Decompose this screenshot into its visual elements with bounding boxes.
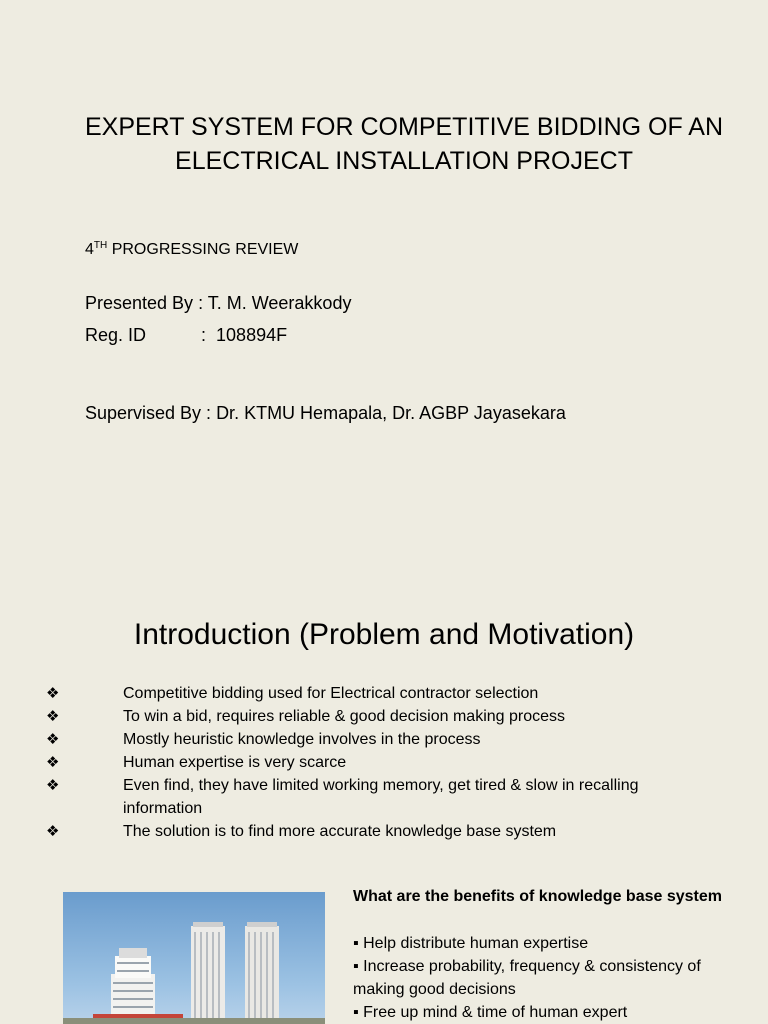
review-label xyxy=(85,240,298,259)
towers-illustration xyxy=(63,892,325,1024)
diamond-bullet-icon: ❖ xyxy=(46,708,60,725)
diamond-bullet-icon: ❖ xyxy=(46,731,60,748)
diamond-bullet-icon: ❖ xyxy=(46,685,60,702)
list-item xyxy=(0,728,643,751)
slide-title: Introduction (Problem and Motivation) xyxy=(133,618,635,651)
bullet-text: Competitive bidding used for Electrical contractor selection xyxy=(123,685,539,702)
list-item xyxy=(0,751,643,774)
bullet-text: To win a bid, requires reliable & good decision making process xyxy=(123,708,566,725)
city-towers-photo xyxy=(63,892,325,1024)
list-item xyxy=(0,682,643,705)
list-item xyxy=(0,774,643,820)
reg-id-line: Reg. ID : 108894F xyxy=(85,325,288,345)
diamond-bullet-icon: ❖ xyxy=(46,777,60,794)
bullet-text: The solution is to find more accurate knowledge base system xyxy=(123,823,557,840)
list-item: ▪ Help distribute human expertise xyxy=(353,935,589,952)
slide-title: EXPERT SYSTEM FOR COMPETITIVE BIDDING OF AN ELECTRICAL INSTALLATION PROJECT xyxy=(84,113,724,175)
diamond-bullet-icon: ❖ xyxy=(46,823,60,840)
benefits-heading: What are the benefits of knowledge base system xyxy=(353,888,722,905)
bullet-text: Even find, they have limited working memory, get tired & slow in recalling information xyxy=(123,777,639,817)
list-item xyxy=(0,820,643,843)
slide-2 xyxy=(0,580,768,1024)
list-item: ▪ Free up mind & time of human expert xyxy=(353,1004,628,1021)
review-number: 4 xyxy=(85,241,94,258)
bullet-text: Mostly heuristic knowledge involves in the process xyxy=(123,731,481,748)
supervisor-line: Supervised By : Dr. KTMU Hemapala, Dr. AGBP Jayasekara xyxy=(85,403,566,423)
problem-bullet-list xyxy=(0,682,768,843)
diamond-bullet-icon: ❖ xyxy=(46,754,60,771)
benefits-list xyxy=(353,932,753,1024)
review-text: PROGRESSING REVIEW xyxy=(107,241,299,258)
list-item: ▪ Increase probability, frequency & consistency of making good decisions xyxy=(353,958,701,998)
review-superscript: TH xyxy=(93,240,108,251)
bullet-text: Human expertise is very scarce xyxy=(123,754,347,771)
list-item xyxy=(0,705,643,728)
presenter-line: Presented By : T. M. Weerakkody xyxy=(85,293,352,313)
